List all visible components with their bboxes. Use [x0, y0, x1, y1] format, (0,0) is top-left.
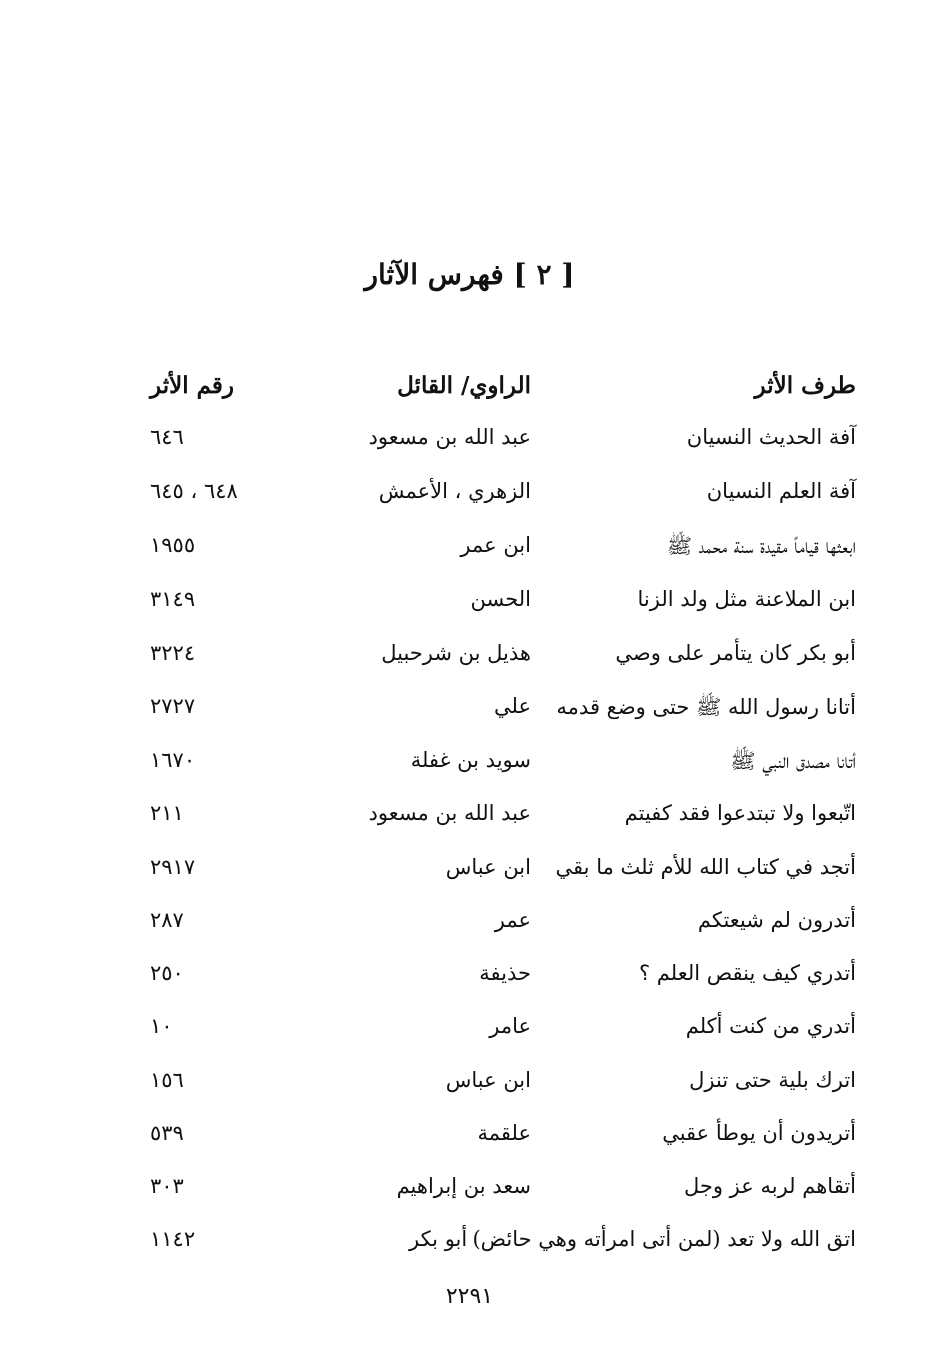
row-number: ٣٠٣: [150, 1174, 184, 1198]
row-number: ٢٩١٧: [150, 855, 196, 879]
table-row: [0, 533, 939, 573]
table-row: [0, 748, 939, 788]
row-narrator: علي: [494, 694, 531, 718]
row-narrator: ابن عباس: [445, 855, 531, 879]
row-narrator: سعد بن إبراهيم: [396, 1174, 531, 1198]
row-number: ١٦٧٠: [150, 748, 196, 772]
row-narrator: علقمة: [477, 1121, 531, 1145]
row-term: آفة الحديث النسيان: [686, 425, 856, 449]
row-narrator: هذيل بن شرحبيل: [381, 641, 531, 665]
row-term: أتريدون أن يوطأ عقبي: [662, 1121, 856, 1145]
row-term: أبو بكر كان يتأمر على وصي: [615, 641, 856, 665]
page-title: [ ٢ ] فهرس الآثار: [364, 258, 575, 291]
row-term: أتدرون لم شيعتكم: [697, 908, 856, 932]
table-row: [0, 1227, 939, 1267]
row-narrator: عبد الله بن مسعود: [368, 801, 531, 825]
table-row: [0, 479, 939, 519]
table-row: [0, 1068, 939, 1108]
row-narrator: ابن عمر: [460, 533, 531, 557]
table-row: [0, 1014, 939, 1054]
row-narrator: أبو بكر: [409, 1227, 468, 1251]
table-row: [0, 801, 939, 841]
row-term: أتدري كيف ينقص العلم ؟: [638, 961, 856, 985]
row-term: ابعثها قياماً مقيدة سنة محمد ﷺ: [666, 534, 856, 558]
row-number: ١٩٥٥: [150, 533, 196, 557]
row-narrator: الحسن: [470, 587, 531, 611]
table-row: [0, 1121, 939, 1161]
row-narrator: عمر: [494, 908, 531, 932]
row-term: آفة العلم النسيان: [706, 479, 856, 503]
row-number: ١٥٦: [150, 1068, 184, 1092]
table-row: [0, 961, 939, 1001]
page-number: ٢٢٩١: [445, 1284, 494, 1309]
row-term: اتّبعوا ولا تبتدعوا فقد كفيتم: [624, 801, 856, 825]
row-number: ٥٣٩: [150, 1121, 184, 1145]
header-number: رقم الأثر: [150, 372, 235, 399]
row-term: أتدري من كنت أكلم: [685, 1014, 856, 1038]
row-term: أتجد في كتاب الله للأم ثلث ما بقي: [555, 855, 856, 879]
header-term: طرف الأثر: [754, 372, 856, 399]
row-number: ٣٢٢٤: [150, 641, 196, 665]
row-narrator: عبد الله بن مسعود: [368, 425, 531, 449]
row-term: أتقاهم لربه عز وجل: [683, 1174, 856, 1198]
table-row: [0, 425, 939, 465]
row-term: أتانا مصدق النبي ﷺ: [730, 749, 856, 773]
table-row: [0, 908, 939, 948]
row-term: ابن الملاعنة مثل ولد الزنا: [637, 587, 856, 611]
row-number: ٢٨٧: [150, 908, 184, 932]
table-row: [0, 587, 939, 627]
row-number: ١١٤٢: [150, 1227, 196, 1251]
table-row: [0, 641, 939, 681]
row-term: أتانا رسول الله ﷺ حتى وضع قدمه: [556, 695, 856, 719]
row-narrator: ابن عباس: [445, 1068, 531, 1092]
row-narrator: سويد بن غفلة: [410, 748, 531, 772]
row-narrator: الزهري ، الأعمش: [378, 479, 531, 503]
table-header: [0, 372, 939, 412]
row-number: ٦٤٦: [150, 425, 184, 449]
row-number: ٢١١: [150, 801, 184, 825]
row-number: ٣١٤٩: [150, 587, 196, 611]
row-term: اتق الله ولا تعد (لمن أتى امرأته وهي حائض): [472, 1227, 856, 1251]
row-number: ٢٧٢٧: [150, 694, 196, 718]
row-number: ٦٤٨ ، ٦٤٥: [150, 479, 238, 503]
header-narrator: الراوي/ القائل: [397, 372, 531, 399]
row-term: اترك بلية حتى تنزل: [689, 1068, 856, 1092]
row-number: ١٠: [150, 1014, 173, 1038]
row-number: ٢٥٠: [150, 961, 184, 985]
table-row: [0, 694, 939, 734]
table-row: [0, 1174, 939, 1214]
row-narrator: حذيفة: [479, 961, 531, 985]
table-row: [0, 855, 939, 895]
row-narrator: عامر: [489, 1014, 531, 1038]
